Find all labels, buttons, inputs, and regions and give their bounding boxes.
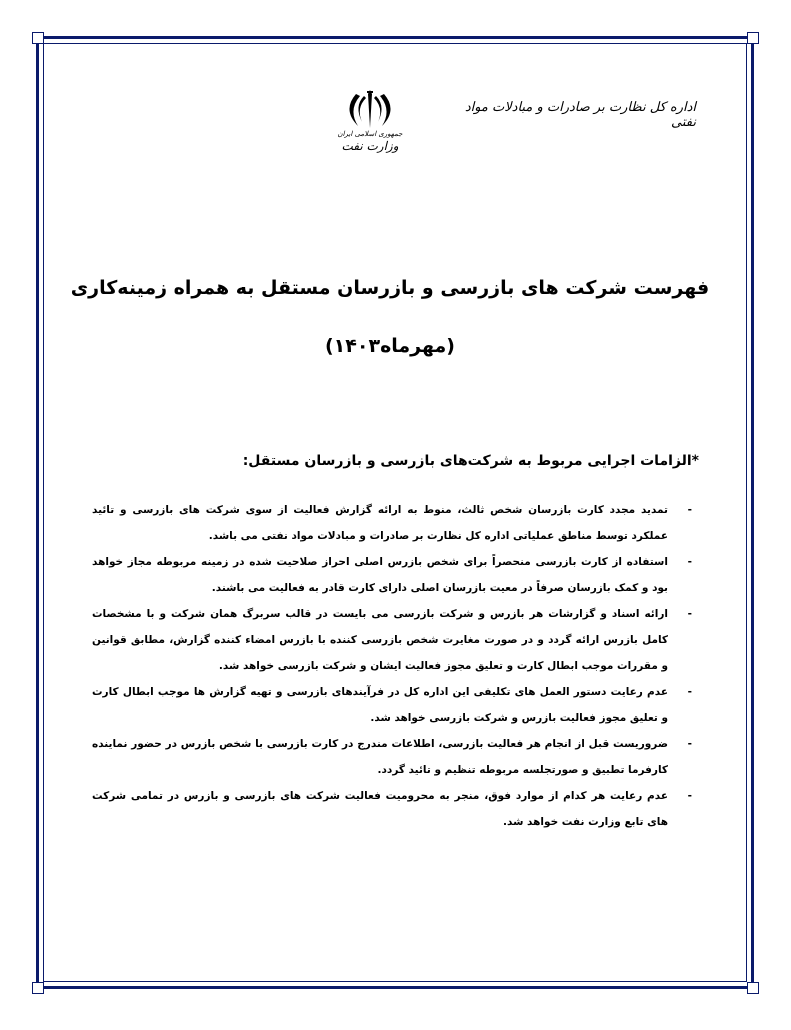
list-item-text: استفاده از کارت بازرسی منحصراً برای شخص بازرس اصلی احراز صلاحیت شده در زمینه مربوطه مجاز خواهد بود و کمک بازرسان صرفاً در معیت بازرسان اصلی دارای کارت قادر به فعالیت می باشند. [92,556,668,594]
list-bullet: - [687,504,692,516]
list-bullet: - [687,738,692,750]
list-item [92,731,692,783]
logo-ministry-text: وزارت نفت [341,139,399,153]
ministry-logo [325,88,415,172]
logo-country-text: جمهوری اسلامی ایران [337,130,403,138]
list-item-text: تمدید مجدد کارت بازرسان شخص ثالث، منوط به ارائه گزارش فعالیت از سوی شرکت های بازرسی و تائید عملکرد توسط مناطق عملیاتی اداره کل نظارت بر صادرات و مبادلات مواد نفتی می باشد. [92,504,668,542]
list-item-text: عدم رعایت هر کدام از موارد فوق، منجر به محرومیت فعالیت شرکت های بازرسی و بازرس در تمامی شرکت های تابع وزارت نفت خواهد شد. [92,790,668,828]
list-item [92,497,692,549]
list-bullet: - [687,608,692,620]
list-item-text: عدم رعایت دستور العمل های تکلیفی این اداره کل در فرآیندهای بازرسی و تهیه گزارش ها موجب ابطال کارت و تعلیق مجوز فعالیت بازرس و شرکت بازرسی خواهد شد. [92,686,668,724]
list-bullet: - [687,686,692,698]
list-bullet: - [687,556,692,568]
department-name: اداره کل نظارت بر صادرات و مبادلات مواد نفتی [464,100,696,130]
list-item-text: ضروریست قبل از انجام هر فعالیت بازرسی، اطلاعات مندرج در کارت بازرسی با شخص بازرس در حضور نماینده کارفرما تطبیق و صورتجلسه مربوطه تنظیم و تائید گردد. [92,738,668,776]
list-item-text: ارائه اسناد و گزارشات هر بازرس و شرکت بازرسی می بایست در قالب سربرگ همان شرکت و با مشخصات کامل بازرس ارائه گردد و در صورت مغایرت شخص بازرسی کننده با بازرس امضاء کننده گزارش، مطابق قوانین و مقررات موجب ابطال کارت و تعلیق مجوز فعالیت ایشان و شرکت بازرسی خواهد شد. [92,608,668,672]
frame-corner [32,982,44,994]
frame-corner [747,32,759,44]
document-title: فهرست شرکت های بازرسی و بازرسان مستقل به همراه زمینه‌کاری [70,277,710,299]
list-item [92,549,692,601]
frame-corner [747,982,759,994]
iran-emblem-icon [325,88,415,130]
requirements-list [92,497,692,835]
document-date: (مهرماه۱۴۰۳) [324,335,455,357]
section-heading: *الزامات اجرایی مربوط به شرکت‌های بازرسی و بازرسان مستقل: [242,453,699,469]
list-bullet: - [687,790,692,802]
list-item [92,783,692,835]
list-item [92,601,692,679]
list-item [92,679,692,731]
frame-corner [32,32,44,44]
